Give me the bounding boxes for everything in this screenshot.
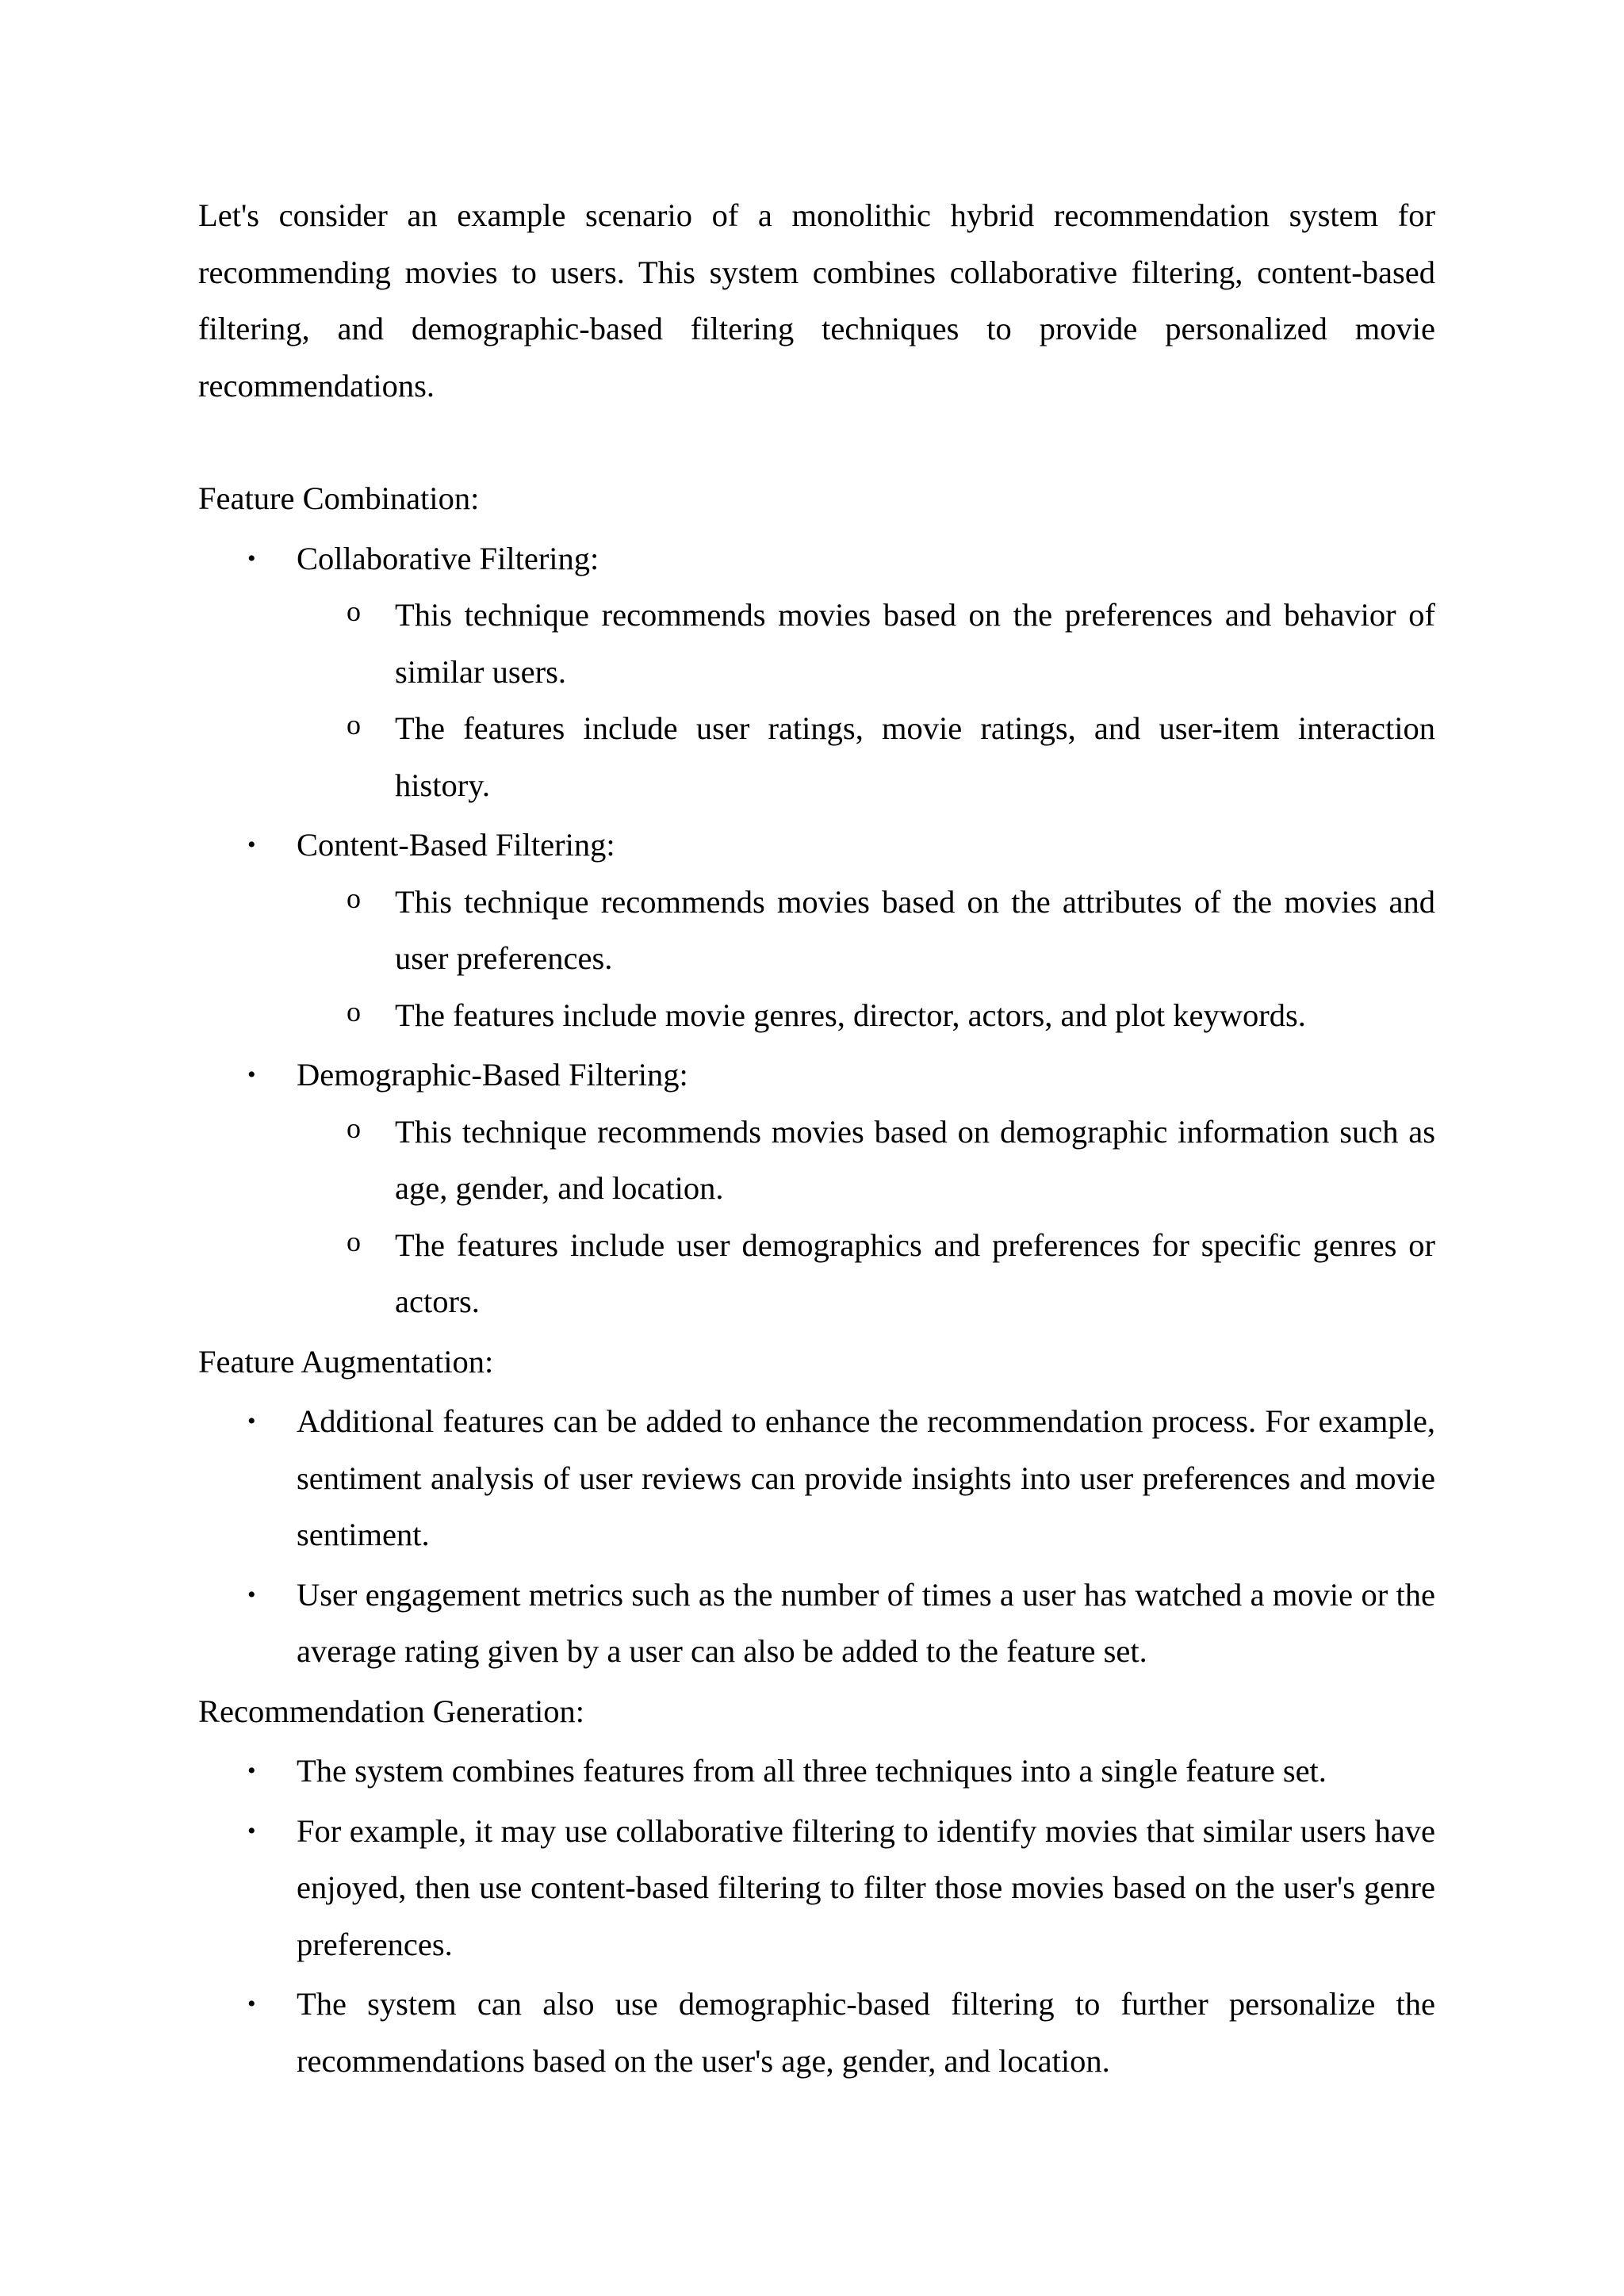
- bullet-icon: •: [247, 1062, 256, 1088]
- section-feature-combination: [198, 470, 1435, 1330]
- sub-list-item: [297, 587, 1435, 700]
- section-heading: Recommendation Generation:: [198, 1693, 584, 1729]
- list-item: [198, 1567, 1435, 1680]
- list-item: [198, 530, 1435, 814]
- section-heading: Feature Augmentation:: [198, 1343, 494, 1380]
- sub-bullet-icon: o: [347, 995, 361, 1027]
- list-item-label: Content-Based Filtering:: [297, 827, 615, 863]
- list-item-text: Additional features can be added to enhance the recommendation process. For example, sentiment analysis of user reviews can provide insights into user preferences and movie sentiment.: [297, 1403, 1435, 1552]
- bullet-icon: •: [247, 1758, 256, 1784]
- list-item: [198, 1047, 1435, 1330]
- list-item: [198, 817, 1435, 1043]
- sub-bullet-icon: o: [347, 709, 361, 740]
- sub-list-item: [297, 987, 1435, 1044]
- bullet-icon: •: [247, 832, 256, 858]
- bullet-icon: •: [247, 1817, 256, 1844]
- sub-bullet-list: [297, 1104, 1435, 1330]
- sub-list-item: [297, 1104, 1435, 1217]
- section-recommendation-generation: [198, 1683, 1435, 2090]
- list-item: [198, 1393, 1435, 1563]
- sub-list-item-text: This technique recommends movies based on the preferences and behavior of similar users.: [395, 597, 1435, 690]
- intro-paragraph: Let's consider an example scenario of a monolithic hybrid recommendation system for recommending movies to users. This system combines collaborative filtering, content-based filtering, and demographic-based filtering techniques to provide personalized movie recommendations.: [198, 197, 1435, 404]
- sub-bullet-icon: o: [347, 1225, 361, 1257]
- sub-list-item: [297, 874, 1435, 987]
- section-feature-augmentation: [198, 1334, 1435, 1680]
- list-item: [198, 1743, 1435, 1800]
- sub-bullet-list: [297, 587, 1435, 813]
- sub-list-item-text: This technique recommends movies based on the attributes of the movies and user preferences.: [395, 883, 1435, 976]
- list-item: [198, 1976, 1435, 2089]
- sub-bullet-icon: o: [347, 882, 361, 914]
- bullet-icon: •: [247, 1581, 256, 1608]
- document-page: [198, 187, 1435, 2092]
- bullet-list: [198, 530, 1435, 1330]
- list-item-label: Collaborative Filtering:: [297, 540, 599, 576]
- sub-list-item-text: The features include user ratings, movie ratings, and user-item interaction history.: [395, 710, 1435, 803]
- sub-list-item-text: The features include user demographics and preferences for specific genres or actors.: [395, 1226, 1435, 1319]
- bullet-list: [198, 1743, 1435, 2089]
- list-item-text: User engagement metrics such as the number of times a user has watched a movie or the average rating given by a user can also be added to the feature set.: [297, 1576, 1435, 1669]
- list-item-text: The system combines features from all three techniques into a single feature set.: [297, 1753, 1327, 1789]
- sub-list-item: [297, 1217, 1435, 1330]
- list-item: [198, 1803, 1435, 1973]
- sub-bullet-icon: o: [347, 595, 361, 627]
- list-item-text: For example, it may use collaborative filtering to identify movies that similar users have enjoyed, then use content-based filtering to filter those movies based on the user's genre preferences.: [297, 1812, 1435, 1962]
- bullet-icon: •: [247, 1991, 256, 2017]
- bullet-icon: •: [247, 545, 256, 572]
- sub-list-item: [297, 700, 1435, 813]
- bullet-icon: •: [247, 1408, 256, 1434]
- sub-list-item-text: The features include movie genres, director, actors, and plot keywords.: [395, 997, 1306, 1033]
- list-item-text: The system can also use demographic-based filtering to further personalize the recommendations based on the user's age, gender, and location.: [297, 1986, 1435, 2079]
- bullet-list: [198, 1393, 1435, 1680]
- sub-bullet-icon: o: [347, 1112, 361, 1144]
- section-heading: Feature Combination:: [198, 480, 480, 516]
- sub-list-item-text: This technique recommends movies based on demographic information such as age, gender, and location.: [395, 1113, 1435, 1206]
- sub-bullet-list: [297, 874, 1435, 1044]
- list-item-label: Demographic-Based Filtering:: [297, 1057, 688, 1093]
